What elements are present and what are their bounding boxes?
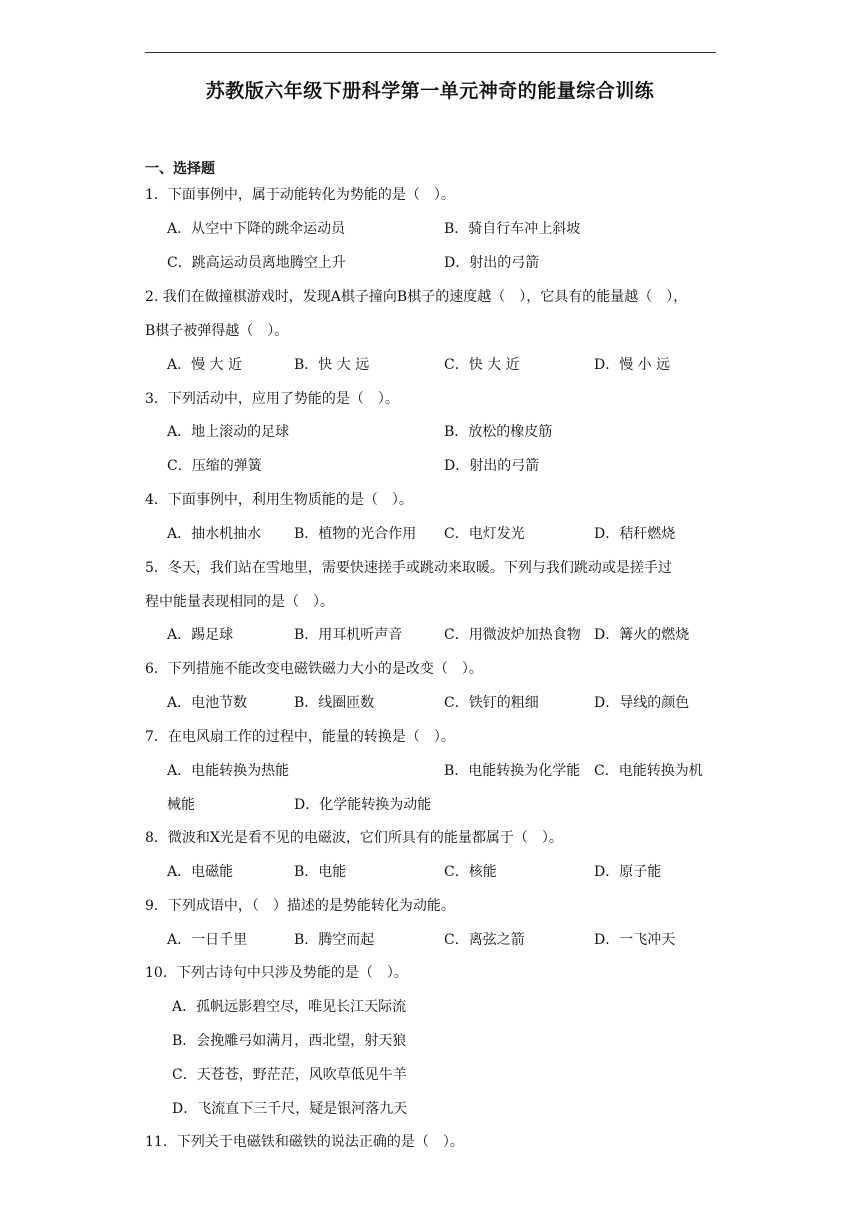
question-8-option-d: D．原子能 [594,864,662,880]
question-4-option-b: B．植物的光合作用 [294,526,417,542]
question-5-stem: 5．冬天，我们站在雪地里，需要快速搓手或跳动来取暖。下列与我们跳动或是搓手过 [145,560,672,576]
question-3-option-c: C．压缩的弹簧 [167,458,262,474]
question-9-option-a: A．一日千里 [167,932,248,948]
question-2-option-a: A．慢 大 近 [167,357,243,373]
question-6-stem: 6．下列措施不能改变电磁铁磁力大小的是改变（ ）。 [145,661,483,677]
section-heading: 一、选择题 [145,161,215,177]
question-2-option-d: D．慢 小 远 [594,357,671,373]
question-9-option-b: B．腾空而起 [294,932,375,948]
question-10-option-c: C．天苍苍，野茫茫，风吹草低见牛羊 [172,1067,407,1083]
question-5-option-b: B．用耳机听声音 [294,627,403,643]
question-6-option-a: A．电池节数 [167,695,248,711]
question-9-stem: 9．下列成语中，（ ）描述的是势能转化为动能。 [145,898,455,914]
question-8-option-b: B．电能 [294,864,347,880]
question-3-option-d: D．射出的弓箭 [444,458,540,474]
question-1-option-b: B．骑自行车冲上斜坡 [444,221,581,237]
question-2-stem: 2. 我们在做撞棋游戏时，发现A棋子撞向B棋子的速度越（ ），它具有的能量越（ ）， [145,289,688,305]
header-rule [145,52,716,53]
question-10-stem: 10．下列古诗句中只涉及势能的是（ ）。 [145,965,408,981]
question-7-option-b: B．电能转换为化学能 [444,763,581,779]
question-4-stem: 4．下面事例中，利用生物质能的是（ ）。 [145,492,413,508]
question-5-option-c: C．用微波炉加热食物 [444,627,581,643]
question-5-stem-continued: 程中能量表现相同的是（ ）。 [145,594,334,610]
question-7-stem: 7．在电风扇工作的过程中，能量的转换是（ ）。 [145,729,455,745]
question-8-stem: 8．微波和X光是看不见的电磁波，它们所具有的能量都属于（ ）。 [145,830,563,846]
question-3-stem: 3．下列活动中，应用了势能的是（ ）。 [145,391,399,407]
question-1-stem: 1．下面事例中，属于动能转化为势能的是（ ）。 [145,187,455,203]
question-6-option-d: D．导线的颜色 [594,695,690,711]
question-1-option-a: A．从空中下降的跳伞运动员 [167,221,346,237]
question-5-option-a: A．踢足球 [167,627,234,643]
question-9-option-d: D．一飞冲天 [594,932,676,948]
question-9-option-c: C．离弦之箭 [444,932,525,948]
question-8-option-a: A．电磁能 [167,864,234,880]
question-3-option-a: A．地上滚动的足球 [167,424,290,440]
question-7-option-c: C．电能转换为机 [594,763,703,779]
question-10-option-b: B．会挽雕弓如满月，西北望，射天狼 [172,1033,407,1049]
question-1-option-d: D．射出的弓箭 [444,255,540,271]
question-2-option-b: B．快 大 远 [294,357,370,373]
question-1-option-c: C．跳高运动员离地腾空上升 [167,255,346,271]
question-4-option-a: A．抽水机抽水 [167,526,262,542]
question-11-stem: 11．下列关于电磁铁和磁铁的说法正确的是（ ）。 [145,1134,464,1150]
question-7-option-a: A．电能转换为热能 [167,763,290,779]
question-4-option-d: D．秸秆燃烧 [594,526,676,542]
page-title: 苏教版六年级下册科学第一单元神奇的能量综合训练 [205,80,655,102]
question-3-option-b: B．放松的橡皮筋 [444,424,553,440]
question-6-option-b: B．线圈匝数 [294,695,375,711]
question-2-stem-continued: B棋子被弹得越（ ）。 [145,323,289,339]
question-7-option-c-continued: 械能 [167,797,195,813]
question-10-option-d: D．飞流直下三千尺，疑是银河落九天 [172,1101,408,1117]
question-5-option-d: D．篝火的燃烧 [594,627,690,643]
question-4-option-c: C．电灯发光 [444,526,525,542]
question-8-option-c: C．核能 [444,864,497,880]
question-2-option-c: C．快 大 近 [444,357,520,373]
question-6-option-c: C．铁钉的粗细 [444,695,539,711]
question-10-option-a: A．孤帆远影碧空尽，唯见长江天际流 [172,999,407,1015]
question-7-option-d: D．化学能转换为动能 [294,797,432,813]
